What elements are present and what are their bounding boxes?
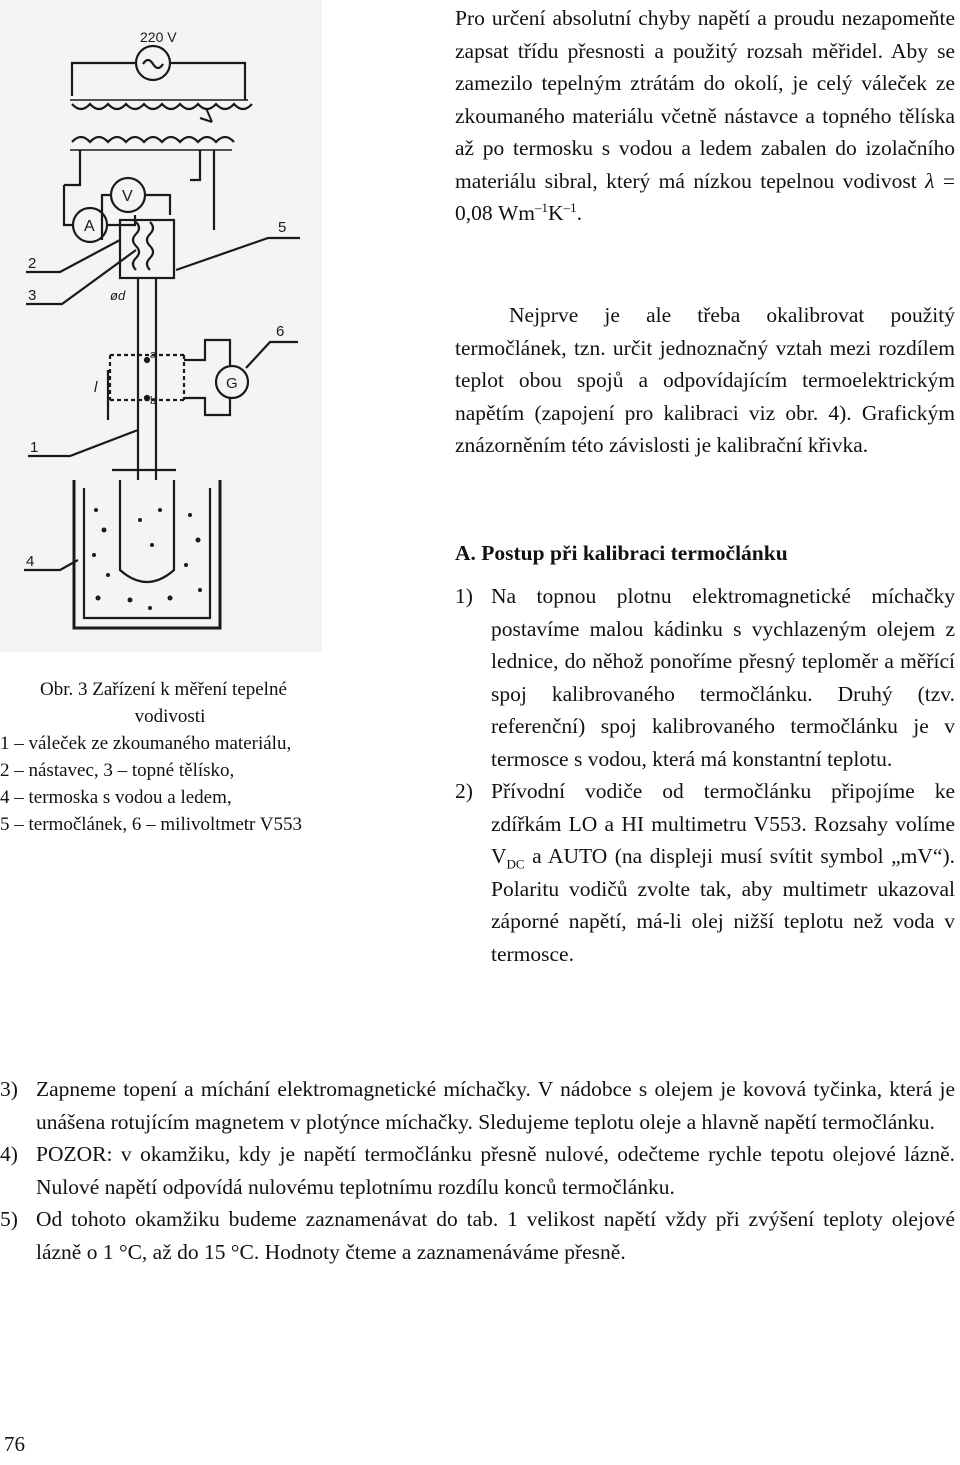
list-item: 5) Od tohoto okamžiku budeme zaznamenávat do tab. 1 velikost napětí vždy při zvýšení teploty olejové lázně o 1 °C, až do 15 °C. Hodnoty čteme a zaznamenáváme přesně. — [0, 1207, 955, 1264]
ice-particles — [92, 508, 202, 610]
page-number: 76 — [4, 1432, 25, 1456]
apparatus-diagram — [0, 0, 322, 652]
intro-text: Pro určení absolutní chyby napětí a proudu nezapomeňte zapsat třídu přesnosti a použitý rozsah měřidel. Aby se zamezilo tepelným ztrátám do okolí, je celý váleček ze zkoumaného materiálu včetně nástavce a topného tělíska až po termosku s vodou a ledem zabalen do izolačního materiálu sibral, který má nízkou tepelnou vodivost — [455, 6, 955, 193]
section-heading: A. Postup při kalibraci termočlánku — [455, 541, 788, 565]
apparatus-figure — [0, 0, 322, 652]
galvanometer-label: G — [226, 375, 238, 392]
callout-4: 4 — [26, 553, 35, 570]
intro-paragraph — [455, 2, 955, 230]
calibration-paragraph: Nejprve je ale třeba okalibrovat použitý termočlánek, tzn. určit jednoznačný vztah mezi rozdílem teplot obou spojů a odpovídajícím termoelektrickým napětím (zapojení pro kalibraci viz obr. 4). Grafickým znázorněním této závislosti je kalibrační křivka. — [455, 303, 955, 457]
list-item: 3) Zapneme topení a míchání elektromagnetické míchačky. V nádobce s olejem je kovová tyčinka, která je unášena rotujícím magnetem v plotýnce míchačky. Sledujeme teplotu oleje a hlavně napětí termočlánku. — [0, 1077, 955, 1134]
steps-list-col — [455, 580, 955, 970]
ammeter-label: A — [84, 218, 95, 235]
caption-legend-3: 4 – termoska s vodou a ledem, — [0, 787, 232, 808]
caption-legend-1: 1 – váleček ze zkoumaného materiálu, — [0, 733, 292, 754]
caption-title: Obr. 3 Zařízení k měření tepelné — [40, 679, 287, 700]
conductivity-formula: λ = 0,08 $Wm^{-1}K^{-1}$. — [455, 168, 955, 225]
caption-title-cont: vodivosti — [134, 706, 206, 727]
voltmeter-label: V — [122, 188, 133, 205]
sample-cylinder — [138, 278, 156, 480]
callout-6: 6 — [276, 323, 285, 340]
voltage-label: 220 V — [140, 29, 177, 45]
caption-legend-2: 2 – nástavec, 3 – topné tělísko, — [0, 760, 235, 781]
list-item: 2) Přívodní vodiče od termočlánku připojíme ke zdířkám LO a HI multimetru V553. Rozsahy volíme $V_{DC}$ a AUTO (na displeji musí svítit symbol „mV“). Polaritu vodičů zvolte tak, aby multimetr ukazoval záporné napětí, má-li olej nižší teplotu než voda v termosce. — [455, 779, 955, 966]
list-item: 1) Na topnou plotnu elektromagnetické míchačky postavíme malou kádinku s vychlazeným olejem z lednice, do něhož ponoříme přesný teploměr a měřící spoj kalibrovaného termočlánku. Druhý (tzv. referenční) spoj kalibrovaného termočlánku je v termosce s vodou, která má konstantní teplotu. — [455, 584, 955, 771]
figure-caption — [0, 676, 420, 838]
callout-3: 3 — [28, 287, 37, 304]
point-b-label: b — [150, 395, 157, 407]
thermos-flask — [74, 480, 220, 628]
length-label: l — [94, 379, 98, 396]
point-a-label: a — [150, 349, 157, 361]
list-item: 4) POZOR: v okamžiku, kdy je napětí termočlánku přesně nulové, odečteme rychle tepotu olejové lázně. Nulové napětí odpovídá nulovému teplotnímu rozdílu konců termočlánku. — [0, 1142, 955, 1199]
callout-1: 1 — [30, 439, 39, 456]
caption-legend-4: 5 – termočlánek, 6 – milivoltmetr V553 — [0, 814, 303, 835]
heater-housing — [120, 220, 174, 278]
sine-wave-icon — [143, 60, 163, 68]
callout-2: 2 — [28, 255, 37, 272]
callout-5: 5 — [278, 219, 287, 236]
diameter-label: ød — [110, 288, 126, 303]
steps-list-full — [0, 1073, 955, 1268]
